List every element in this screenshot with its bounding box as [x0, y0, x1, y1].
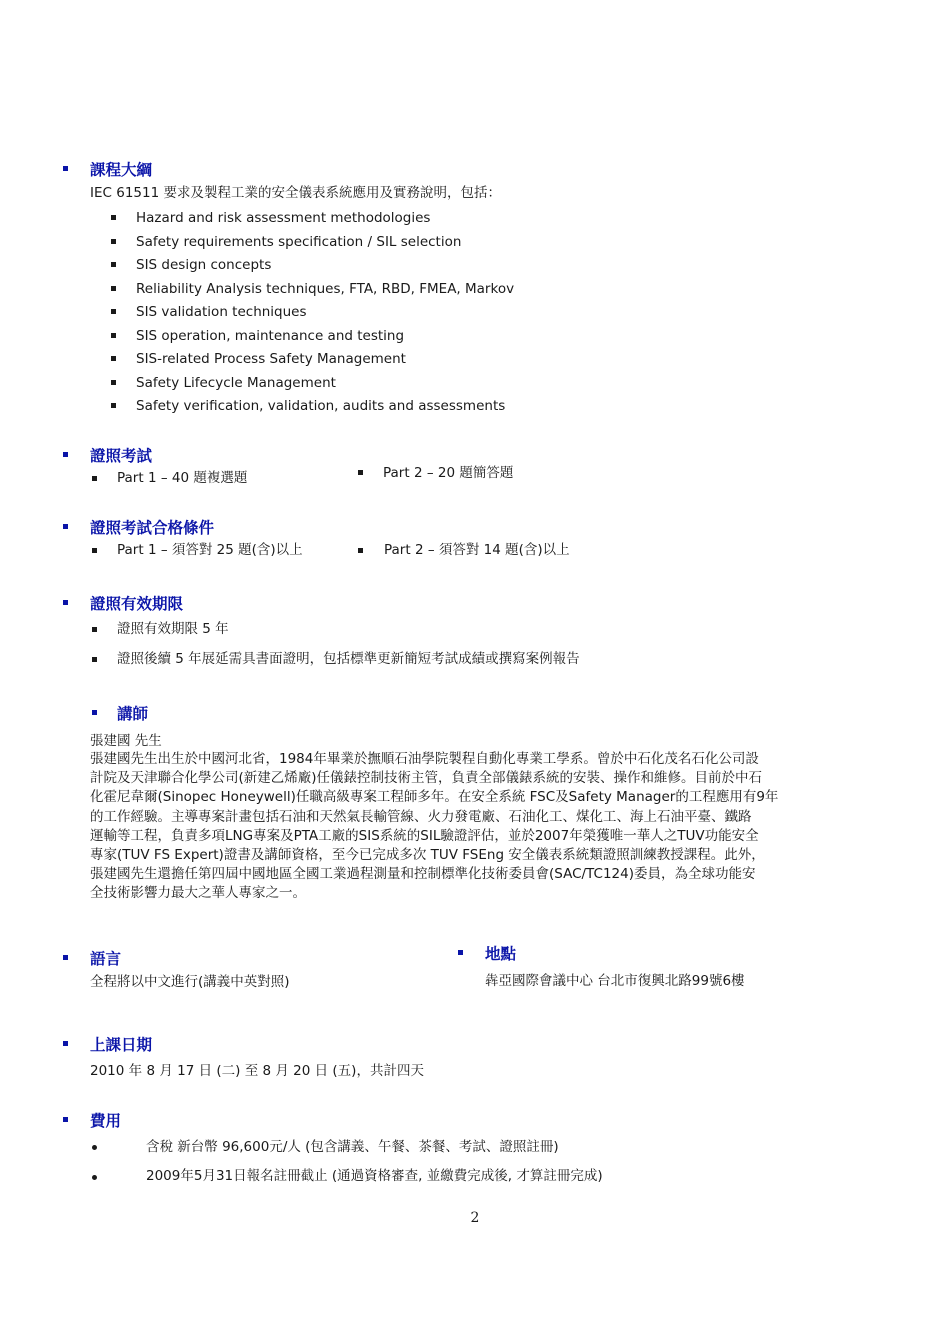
exam-part2: Part 2 – 20 題簡答題 — [383, 465, 514, 481]
exam-part1: Part 1 – 40 題複選題 — [117, 470, 248, 486]
bio-line: 張建國先生還擔任第四屆中國地區全國工業過程測量和控制標準化技術委員會(SAC/TC124)委員，為全球功能安 — [90, 866, 756, 883]
list-bullet — [111, 403, 116, 408]
outline-item: SIS-related Process Safety Management — [136, 351, 406, 367]
heading-bullet — [63, 1041, 68, 1046]
list-bullet — [92, 657, 97, 662]
language-text: 全程將以中文進行(講義中英對照) — [90, 974, 290, 990]
bio-line: 化霍尼韋爾(Sinopec Honeywell)任職高級專案工程師多年。在安全系統 FSC及Safety Manager的工程應用有9年 — [90, 789, 779, 806]
bio-line: 運輸等工程，負責多項LNG專案及PTA工廠的SIS系統的SIL驗證評估，並於2007年榮獲唯一華人之TUV功能安全 — [90, 827, 759, 844]
instructor-heading: 講師 — [117, 705, 149, 723]
instructor-name: 張建國 先生 — [90, 733, 162, 749]
list-bullet — [111, 333, 116, 338]
location-heading: 地點 — [485, 945, 517, 963]
list-bullet — [111, 286, 116, 291]
list-bullet — [111, 380, 116, 385]
bio-line: 張建國先生出生於中國河北省，1984年畢業於撫順石油學院製程自動化專業工學系。曾於中石化茂名石化公司設 — [90, 751, 759, 767]
heading-bullet — [92, 710, 97, 715]
outline-item: Safety requirements specification / SIL selection — [136, 234, 462, 250]
list-bullet — [92, 476, 97, 481]
outline-item: Safety verification, validation, audits and assessments — [136, 398, 506, 414]
instructor-bio — [90, 750, 865, 904]
list-bullet — [92, 548, 97, 553]
exam-heading: 證照考試 — [90, 447, 153, 465]
outline-item: Safety Lifecycle Management — [136, 375, 336, 391]
list-bullet — [111, 309, 116, 314]
list-bullet — [111, 215, 116, 220]
outline-item: SIS design concepts — [136, 257, 272, 273]
list-bullet — [111, 239, 116, 244]
fee-item: 2009年5月31日報名註冊截止 (通過資格審查, 並繳費完成後, 才算註冊完成) — [146, 1168, 603, 1184]
location-text: 犇亞國際會議中心 台北市復興北路99號6樓 — [485, 973, 745, 989]
outline-heading: 課程大綱 — [90, 161, 153, 179]
date-heading: 上課日期 — [90, 1036, 153, 1054]
page-number: 2 — [470, 1210, 480, 1226]
pass-heading: 證照考試合格條件 — [90, 519, 215, 537]
heading-bullet — [63, 600, 68, 605]
outline-intro: IEC 61511 要求及製程工業的安全儀表系統應用及實務說明，包括： — [90, 185, 501, 201]
list-bullet — [92, 1145, 97, 1150]
pass-part1: Part 1 – 須答對 25 題(含)以上 — [117, 542, 303, 558]
heading-bullet — [63, 955, 68, 960]
bio-line: 全技術影響力最大之華人專家之一。 — [90, 885, 306, 902]
bio-line: 的工作經驗。主導專案計畫包括石油和天然氣長輸管線、火力發電廠、石油化工、煤化工、海上石油平臺、鐵路 — [90, 808, 752, 825]
outline-item: SIS operation, maintenance and testing — [136, 328, 405, 344]
list-bullet — [92, 1175, 97, 1180]
language-heading: 語言 — [90, 950, 122, 968]
outline-item: Reliability Analysis techniques, FTA, RBD, FMEA, Markov — [136, 281, 515, 297]
heading-bullet — [63, 1117, 68, 1122]
heading-bullet — [63, 452, 68, 457]
bio-line: 專家(TUV FS Expert)證書及講師資格，至今已完成多次 TUV FSEng 安全儀表系統類證照訓練教授課程。此外， — [90, 847, 765, 864]
list-bullet — [358, 470, 363, 475]
pass-part2: Part 2 – 須答對 14 題(含)以上 — [384, 542, 570, 558]
validity-item: 證照後續 5 年展延需具書面證明，包括標準更新簡短考試成績或撰寫案例報告 — [117, 651, 580, 667]
bio-line: 計院及天津聯合化學公司(新建乙烯廠)任儀錶控制技術主管，負責全部儀錶系統的安裝、操作和維修。目前於中石 — [90, 770, 763, 787]
list-bullet — [111, 262, 116, 267]
validity-heading: 證照有效期限 — [90, 595, 184, 613]
fee-heading: 費用 — [90, 1112, 122, 1130]
outline-item: Hazard and risk assessment methodologies — [136, 210, 431, 226]
list-bullet — [111, 356, 116, 361]
outline-item: SIS validation techniques — [136, 304, 307, 320]
heading-bullet — [63, 166, 68, 171]
fee-item: 含稅 新台幣 96,600元/人 (包含講義、午餐、茶餐、考試、證照註冊) — [146, 1139, 559, 1155]
heading-bullet — [458, 950, 463, 955]
date-text: 2010 年 8 月 17 日 (二) 至 8 月 20 日 (五)，共計四天 — [90, 1063, 424, 1079]
heading-bullet — [63, 524, 68, 529]
list-bullet — [358, 548, 363, 553]
validity-item: 證照有效期限 5 年 — [117, 621, 229, 637]
list-bullet — [92, 627, 97, 632]
